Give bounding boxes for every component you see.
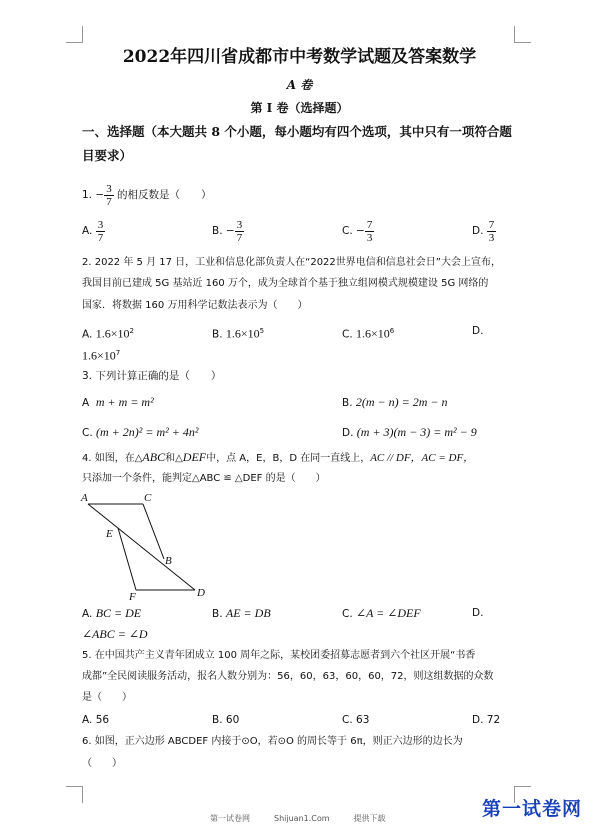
q4-option-c	[342, 606, 421, 621]
q2-d-base: 1.6×10	[82, 348, 116, 363]
q2-b-exp: 5	[259, 327, 265, 335]
q1-option-a-fraction	[96, 219, 106, 244]
q1-option-b	[212, 216, 244, 246]
q1-b-numerator: 3	[236, 218, 243, 231]
q3-b-expr: 2(m − n) = 2m − n	[355, 395, 448, 409]
q1-text: 的相反数是（ ）	[117, 189, 212, 201]
q2-a-exp: 2	[129, 327, 134, 335]
q5-option-d-label: D.	[472, 714, 484, 726]
q4-line1-a: 4. 如图，在△	[82, 453, 143, 464]
q6-line1: 6. 如图，正六边形 ABCDEF 内接于⊙O，若⊙O 的周长等于 6π，则正六边形的边长为	[82, 736, 463, 747]
q5-line2: 成都”全民阅读服务活动，报名人数分别为：56，60，63，60，60，72，则这组数据的众数	[82, 671, 494, 682]
q1-option-c-label: C.	[342, 225, 353, 237]
q1-option-a	[82, 216, 105, 246]
q1-c-denominator: 3	[366, 231, 373, 244]
q2-line3: 国家．将数据 160 万用科学记数法表示为（ ）	[82, 300, 308, 311]
q1-option-d-fraction	[487, 219, 497, 244]
q1-option-a-label: A.	[82, 225, 93, 237]
q2-option-b-label: B.	[212, 328, 223, 341]
q4-figure	[78, 490, 218, 602]
q5-option-c	[342, 713, 369, 727]
q5-line3: 是（ ）	[82, 692, 132, 703]
q4-line2: 只添加一个条件，能判定△ABC ≌ △DEF 的是（ ）	[82, 473, 326, 484]
segment-ad	[88, 504, 195, 590]
q4-line1-b: ABC	[142, 450, 166, 464]
q3-option-b-label: B.	[342, 397, 353, 409]
q5-option-b	[212, 713, 239, 727]
q4-d-expr: ∠ABC = ∠D	[82, 627, 148, 641]
q3-option-b	[342, 395, 448, 410]
q4-option-d	[82, 627, 148, 642]
q2-c-base: 1.6×10	[356, 326, 390, 341]
q3-option-a-label: A	[82, 397, 90, 409]
q5-c-val: 63	[356, 714, 370, 726]
q4-option-b-label: B.	[212, 608, 223, 620]
q1-c-numerator: 7	[366, 218, 373, 231]
q5-option-a	[82, 713, 109, 727]
part-heading: 第 I 卷（选择题）	[250, 101, 349, 115]
footer-note: 提供下载	[353, 814, 386, 823]
q2-option-a	[82, 324, 134, 342]
q2-option-d-label: D.	[472, 325, 484, 337]
q2-d-exp: 7	[115, 349, 121, 357]
label-a: A	[81, 492, 88, 504]
section-heading-line2: 目要求）	[82, 148, 133, 163]
q5-option-c-label: C.	[342, 714, 353, 726]
q5-d-val: 72	[486, 714, 501, 726]
label-b: B	[165, 555, 172, 567]
q1-option-d-label: D.	[472, 225, 484, 237]
q4-line1-d: DEF	[182, 450, 207, 464]
q1-neg: −	[95, 189, 105, 201]
q1-option-c	[342, 216, 374, 246]
q2-option-b	[212, 324, 264, 342]
q1-d-numerator: 7	[488, 218, 495, 231]
q1-fraction-denominator: 7	[106, 195, 112, 208]
q5-option-a-label: A.	[82, 714, 93, 726]
label-e: E	[106, 528, 113, 540]
q1-stem	[82, 180, 212, 210]
crop-mark-top-right	[514, 26, 531, 43]
q4-option-b	[212, 606, 271, 621]
q5-option-d	[472, 713, 500, 727]
q1-option-d	[472, 216, 496, 246]
q3-stem: 3. 下列计算正确的是（ ）	[82, 370, 222, 382]
q1-b-denominator: 7	[236, 231, 243, 244]
q4-option-a	[82, 606, 141, 621]
q1-d-denominator: 3	[488, 231, 495, 244]
q4-line1-e: 中，点 A，E，B，D 在同一直线上，	[206, 453, 371, 464]
q1-a-denominator: 7	[97, 231, 104, 244]
q4-option-a-label: A.	[82, 608, 93, 620]
q4-line1	[82, 450, 474, 466]
q5-option-b-label: B.	[212, 714, 223, 726]
q3-option-c-label: C.	[82, 427, 93, 439]
q2-line1: 2. 2022 年 5 月 17 日，工业和信息化部负责人在“2022世界电信和信息社会日”大会上宣布，	[82, 257, 501, 268]
q5-b-val: 60	[225, 714, 240, 726]
brand-watermark: 第一试卷网	[482, 798, 583, 820]
q3-option-c	[82, 425, 198, 440]
footer-site: 第一试卷网	[210, 814, 250, 823]
q1-option-b-label: B.	[212, 225, 223, 237]
q2-line2: 我国目前已建成 5G 基站近 160 万个，成为全球首个基于独立组网模式规模建设 5G 网络的	[82, 278, 489, 289]
q3-option-d	[342, 425, 477, 440]
page-footer	[210, 812, 410, 826]
q1-option-c-fraction	[365, 219, 375, 244]
q6-line2: （ ）	[82, 758, 122, 769]
q4-line1-c: 和△	[165, 453, 183, 464]
q2-b-base: 1.6×10	[225, 326, 260, 341]
q4-option-d-label: D.	[472, 607, 484, 619]
label-c: C	[144, 492, 152, 504]
q4-c-expr: ∠A = ∠DEF	[356, 606, 421, 620]
crop-mark-top-left	[66, 26, 83, 43]
q4-option-c-label: C.	[342, 608, 353, 620]
q3-option-a	[82, 395, 154, 410]
q1-a-numerator: 3	[97, 218, 104, 231]
section-heading-line1: 一、选择题（本大题共 8 个小题，每小题均有四个选项，其中只有一项符合题	[82, 124, 512, 139]
q2-a-base: 1.6×10	[95, 326, 130, 341]
footer-url: Shijuan1.Com	[274, 814, 330, 823]
crop-mark-bottom-left	[66, 786, 83, 803]
q1-fraction-numerator: 3	[106, 182, 112, 195]
q3-c-expr: (m + 2n)² = m² + 4n²	[96, 425, 199, 439]
q2-option-c-label: C.	[342, 328, 353, 341]
q2-c-exp: 6	[389, 327, 395, 335]
q1-option-b-fraction	[235, 219, 245, 244]
segment-ef	[118, 528, 136, 590]
q3-option-d-label: D.	[342, 427, 354, 439]
page-title: 2022年四川省成都市中考数学试题及答案数学	[122, 47, 477, 67]
q4-a-expr: BC = DE	[95, 606, 142, 620]
volume-heading: A 卷	[286, 78, 313, 92]
q1-b-sign: −	[225, 225, 235, 237]
q4-b-expr: AE = DB	[225, 606, 271, 620]
label-f: F	[129, 591, 136, 602]
q2-option-c	[342, 324, 394, 342]
q5-a-val: 56	[95, 714, 110, 726]
q1-number: 1.	[82, 189, 93, 201]
q4-line1-f: AC // DF，AC = DF，	[370, 452, 475, 464]
q1-c-sign: −	[356, 225, 365, 237]
q5-line1: 5. 在中国共产主义青年团成立 100 周年之际，某校团委招募志愿者到六个社区开展“书香	[82, 650, 476, 661]
q3-a-expr: m + m = m²	[95, 395, 154, 409]
q3-d-expr: (m + 3)(m − 3) = m² − 9	[356, 425, 477, 439]
q2-option-a-label: A.	[82, 328, 93, 341]
q2-option-d	[82, 346, 120, 364]
q1-fraction	[104, 183, 114, 208]
label-d: D	[197, 587, 205, 599]
